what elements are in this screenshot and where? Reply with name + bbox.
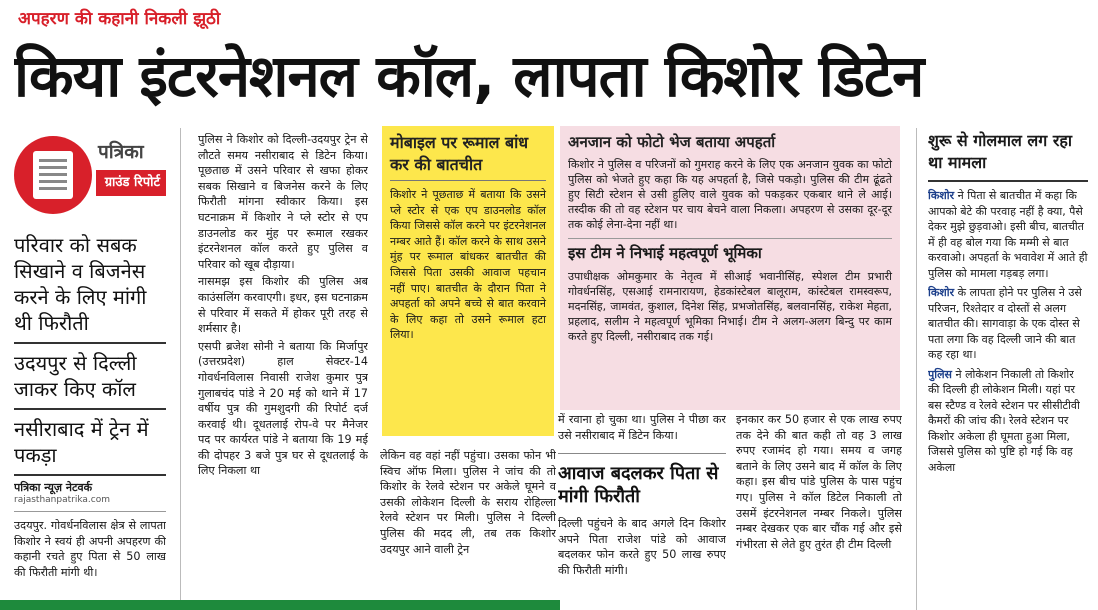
story-column-5 [736, 412, 902, 610]
story-column-3 [380, 448, 556, 610]
box-text: किशोर ने पूछताछ में बताया कि उसने प्ले स्टोर से एक एप डाउनलोड कॉल किया जिससे कॉल करने पर इंटरनेशनल नम्बर आते हैं। कॉल करने के साथ उसने मुंह पर रूमाल बांधकर बातचीत की जिससे पिता उसकी आवाज पहचान नहीं पाए। बातचीत के दौरान पिता ने अपहर्ता को अपने बच्चे से बात करवाने के लिए कहा तो उसने रूमाल हटा लिया। [390, 188, 546, 342]
sidebar-box-mobile [382, 126, 554, 436]
lead-word: पुलिस [928, 367, 952, 381]
side-headline: परिवार को सबक सिखाने व बिजनेस करने के लिए मांगी थी फिरौती [14, 226, 166, 344]
paragraph-text: के लापता होने पर पुलिस ने उसे परिजन, रिश्तेदार व दोस्तों से अलग बातचीत की। सागवाड़ा के एक दोस्त से पता लगा कि वह दिल्ली जाने की बात कह रहा था। [928, 286, 1082, 361]
column-divider [180, 128, 181, 610]
paragraph: पुलिस ने किशोर को दिल्ली-उदयपुर ट्रेन से लौटते समय नसीराबाद से डिटेन किया। पूछताछ में उसने परिवार से खफा होकर सबक सिखाने व बिजनेस करने के लिए फिरौती मांगना स्वीकार किया। इस घटनाक्रम में किशोर ने प्ले स्टोर से एप डाउनलोड कर मुंह पर रूमाल रखकर इंटरनेशनल कॉल करते हुए पुलिस व परिवार को खूब दौड़ाया। [198, 133, 368, 271]
box-text: किशोर ने पुलिस व परिजनों को गुमराह करने के लिए एक अनजान युवक का फोटो पुलिस को भेजते हुए कहा कि यह अपहर्ता है, जिसे पकड़ो। पुलिस की टीम ढूंढते हुए सिटी स्टेशन से उसी हुलिए वाले युवक को पकड़कर एकबार थाने ले आई। तस्दीक की तो वह स्टेशन पर चाय बेचने वाला निकला। अपहरण से उसका दूर-दूर तक कोई लेना-देना नहीं था। [568, 158, 892, 231]
side-headline: नसीराबाद में ट्रेन में पकड़ा [14, 410, 166, 476]
paragraph: में रवाना हो चुका था। पुलिस ने पीछा कर उसे नसीराबाद में डिटेन किया। [558, 413, 726, 442]
lead-word: किशोर [928, 286, 955, 299]
sub-headline: आवाज बदलकर पिता से मांगी फिरौती [558, 453, 726, 508]
paragraph: इनकार कर 50 हजार से एक लाख रुपए तक देने की बात कही तो वह 3 लाख रुपए रजामंद हो गया। समय व जगह बताने के लिए उसने बाद में कॉल के लिए कहा। इस बीच पांडे पुलिस के पास पहुंच गए। पुलिस ने कॉल डिटेल निकाली तो उसमें इंटरनेशनल नम्बर निकले। पुलिस नम्बर देखकर एक बार चौंक गई और इसे गंभीरता से लेते हुए तुरंत ही टीम दिल्ली [736, 413, 902, 551]
story-column-2 [198, 132, 368, 610]
column-divider [916, 128, 917, 610]
paragraph-text: ने लोकेशन निकाली तो किशोर की दिल्ली ही लोकेशन मिली। यहां पर बस स्टैण्ड व रेलवे स्टेशन पर सीसीटीवी कैमरों की जांच की। रेलवे स्टेशन पर किशोर अकेला ही घूमता हुआ मिला, जिससे पुलिस को पुष्टि हो गई कि वह अकेला [928, 367, 1080, 474]
paragraph: एसपी ब्रजेश सोनी ने बताया कि मिर्जापुर (उत्तरप्रदेश) हाल सेक्टर-14 गोवर्धनविलास निवासी राजेश कुमार पुत्र गुलाबचंद पांडे ने 20 मई को थाने में 17 वर्षीय पुत्र की गुमशुदगी की रिपोर्ट दर्ज करवाई थी। दूधतलाई रोप-वे पर मैनेजर पद पर कार्यरत पांडे ने बताया कि 19 मई की दोपहर 3 बजे पुत्र घर से दूधतलाई के लिए निकला था [198, 339, 368, 478]
right-column [928, 130, 1088, 610]
paragraph-text: ने पिता से बातचीत में कहा कि आपको बेटे की परवाह नहीं है क्या, पैसे देकर मुझे छुड़वाओ। इसी बीच, बातचीत में ही वह बोल गया कि मम्मी से बात करवाओ। अपहर्ता के भवावेश में आते ही पुलिस को मामला गड़बड़ लगा। [928, 189, 1088, 280]
brand-name: पत्रिका [98, 141, 144, 163]
paragraph: दिल्ली पहुंचने के बाद अगले दिन किशोर अपने पिता राजेश पांडे को आवाज बदलकर फोन करते हुए 50 लाख रुपए की फिरौती मांगी। [558, 517, 726, 577]
box-text: उपाधीक्षक ओमकुमार के नेतृत्व में सीआई भवानीसिंह, स्पेशल टीम प्रभारी गोवर्धनसिंह, एसआई रामनारायण, हेडकांस्टेबल बालूराम, कांस्टेबल रामस्वरूप, मदनसिंह, जामवंत, कुशाल, दिनेश सिंह, प्रभजोतसिंह, बलवानसिंह, राकेश मेहता, प्रहलाद, सलीम ने महत्वपूर्ण भूमिका निभाई। टीम ने अलग-अलग बिन्दु पर काम करते हुए दिल्ली, नसीराबाद तक गई। [568, 270, 892, 343]
sidebar-box-photo [560, 126, 900, 410]
paragraph [928, 188, 1088, 281]
paragraph: लेकिन वह वहां नहीं पहुंचा। उसका फोन भी स्विच ऑफ मिला। पुलिस ने जांच की तो किशोर के रेलवे स्टेशन पर अकेले घूमने व उसकी लोकेशन दिल्ली के सराय रोहिल्ला रेलवे स्टेशन पर मिली। पुलिस ने दिल्ली पुलिस की मदद ली, तब तक किशोर उदयपुर आने वाली ट्रेन [380, 449, 556, 556]
green-footer-bar [0, 600, 560, 610]
story-intro: उदयपुर. गोवर्धनविलास क्षेत्र से लापता किशोर ने स्वयं ही अपनी अपहरण की कहानी रचते हुए पिता से 50 लाख की फिरौती मांगी थी। [14, 519, 166, 579]
report-icon [14, 136, 92, 214]
box-title: इस टीम ने निभाई महत्वपूर्ण भूमिका [568, 238, 892, 263]
news-agency: पत्रिका न्यूज़ नेटवर्क [14, 481, 93, 494]
paragraph [928, 285, 1088, 363]
right-headline: शुरू से गोलमाल लग रहा था मामला [928, 130, 1088, 182]
ground-report-badge [14, 128, 166, 226]
box-title: अनजान को फोटो भेज बताया अपहर्ता [568, 133, 776, 151]
headline: किया इंटरनेशनल कॉल, लापता किशोर डिटेन [14, 42, 924, 110]
kicker: अपहरण की कहानी निकली झूठी [18, 9, 221, 29]
lead-word: किशोर [928, 189, 955, 202]
left-column [14, 128, 166, 608]
brand-tag: ग्राउंड रिपोर्ट [96, 170, 166, 196]
box-title: मोबाइल पर रूमाल बांध कर की बातचीत [390, 132, 546, 181]
story-column-4 [558, 412, 726, 610]
side-headline: उदयपुर से दिल्ली जाकर किए कॉल [14, 344, 166, 410]
website-link[interactable]: rajasthanpatrika.com [14, 495, 166, 512]
paragraph [928, 367, 1088, 476]
paragraph: नासमझ इस किशोर की पुलिस अब काउंसलिंग करवाएगी। इधर, इस घटनाक्रम से परिवार में सकते में होकर पूरी तरह से शर्मसार है। [198, 275, 368, 336]
